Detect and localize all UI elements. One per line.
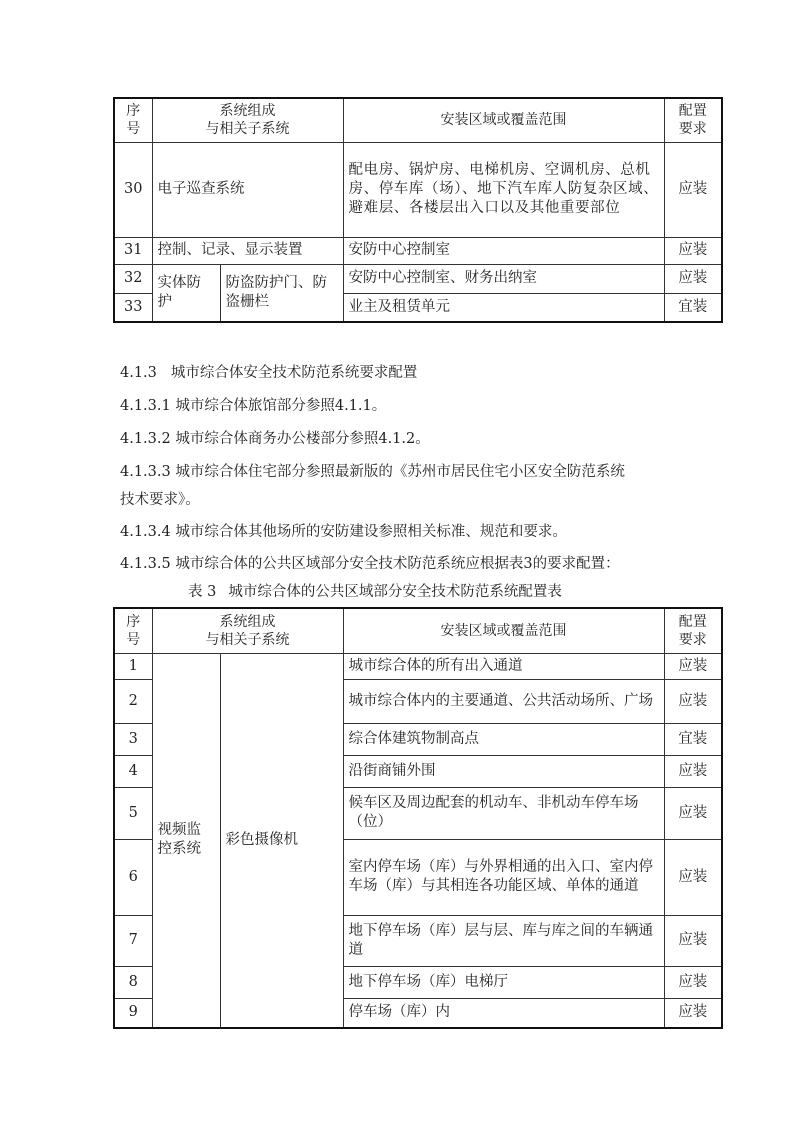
row-requirement: 宜装 [664, 723, 722, 755]
row-number: 5 [114, 787, 152, 839]
row-area: 安防中心控制室、财务出纳室 [343, 264, 664, 293]
public-area-config-table [113, 607, 723, 1029]
row-requirement: 应装 [664, 679, 722, 723]
row-area: 安防中心控制室 [343, 237, 664, 264]
table-caption [188, 580, 562, 601]
row-requirement: 应装 [664, 966, 722, 998]
table-header-row [114, 98, 722, 142]
row-area: 地下停车场（库）层与层、库与库之间的车辆通道 [343, 915, 664, 966]
row-number: 4 [114, 755, 152, 787]
row-number: 7 [114, 915, 152, 966]
header-requirement: 配置 要求 [664, 608, 722, 653]
row-number: 9 [114, 998, 152, 1028]
section-number: 4.1.3 [120, 365, 157, 381]
clause-item: 4.1.3.3 城市综合体住宅部分参照最新版的《苏州市居民住宅小区安全防范系统 [120, 464, 625, 480]
row-number: 3 [114, 723, 152, 755]
row-requirement: 宜装 [664, 293, 722, 322]
clause-item-continuation: 技术要求》。 [120, 492, 200, 508]
row-requirement: 应装 [664, 264, 722, 293]
clause-item: 4.1.3.5 城市综合体的公共区域部分安全技术防范系统应根据表3的要求配置： [120, 556, 620, 572]
table-caption-text: 城市综合体的公共区域部分安全技术防范系统配置表 [228, 584, 562, 600]
row-area: 城市综合体内的主要通道、公共活动场所、广场 [343, 679, 664, 723]
security-config-table-continued [113, 97, 723, 323]
row-system: 电子巡查系统 [152, 142, 343, 237]
row-area: 室内停车场（库）与外界相通的出入口、室内停车场（库）与其相连各功能区域、单体的通道 [343, 839, 664, 915]
row-subsystem: 防盗防护门、防盗栅栏 [220, 264, 343, 322]
row-requirement: 应装 [664, 142, 722, 237]
row-area: 沿街商铺外围 [343, 755, 664, 787]
row-area: 候车区及周边配套的机动车、非机动车停车场（位） [343, 787, 664, 839]
row-number: 31 [114, 237, 152, 264]
row-requirement: 应装 [664, 237, 722, 264]
row-area: 配电房、锅炉房、电梯机房、空调机房、总机房、停车库（场）、地下汽车库人防复杂区域、避难层、各楼层出入口以及其他重要部位 [343, 142, 664, 237]
table-header-row [114, 608, 722, 653]
header-system: 系统组成 与相关子系统 [152, 608, 343, 653]
row-area: 业主及租赁单元 [343, 293, 664, 322]
row-area: 停车场（库）内 [343, 998, 664, 1028]
row-area: 地下停车场（库）电梯厅 [343, 966, 664, 998]
header-requirement: 配置 要求 [664, 98, 722, 142]
row-area: 综合体建筑物制高点 [343, 723, 664, 755]
row-requirement: 应装 [664, 839, 722, 915]
clause-item: 4.1.3.4 城市综合体其他场所的安防建设参照相关标准、规范和要求。 [120, 524, 567, 540]
header-no: 序 号 [114, 608, 152, 653]
row-system: 视频监控系统 [152, 653, 220, 1028]
clause-item: 4.1.3.1 城市综合体旅馆部分参照4.1.1。 [120, 398, 387, 414]
table-row [114, 237, 722, 264]
row-requirement: 应装 [664, 653, 722, 679]
row-requirement: 应装 [664, 915, 722, 966]
table-row [114, 264, 722, 293]
table-row [114, 142, 722, 237]
clause-item: 4.1.3.2 城市综合体商务办公楼部分参照4.1.2。 [120, 431, 430, 447]
header-system: 系统组成 与相关子系统 [152, 98, 343, 142]
header-no: 序 号 [114, 98, 152, 142]
row-number: 8 [114, 966, 152, 998]
header-area: 安装区域或覆盖范围 [343, 98, 664, 142]
row-system: 控制、记录、显示装置 [152, 237, 343, 264]
row-number: 30 [114, 142, 152, 237]
header-area: 安装区域或覆盖范围 [343, 608, 664, 653]
row-system: 实体防护 [152, 264, 220, 322]
row-requirement: 应装 [664, 998, 722, 1028]
table-caption-label: 表 3 [188, 584, 217, 600]
table-row [114, 653, 722, 679]
section-title: 城市综合体安全技术防范系统要求配置 [170, 365, 418, 381]
row-requirement: 应装 [664, 787, 722, 839]
row-number: 32 [114, 264, 152, 293]
section-heading [120, 361, 417, 382]
row-subsystem: 彩色摄像机 [220, 653, 343, 1028]
row-requirement: 应装 [664, 755, 722, 787]
row-area: 城市综合体的所有出入通道 [343, 653, 664, 679]
row-number: 33 [114, 293, 152, 322]
row-number: 1 [114, 653, 152, 679]
row-number: 2 [114, 679, 152, 723]
row-number: 6 [114, 839, 152, 915]
